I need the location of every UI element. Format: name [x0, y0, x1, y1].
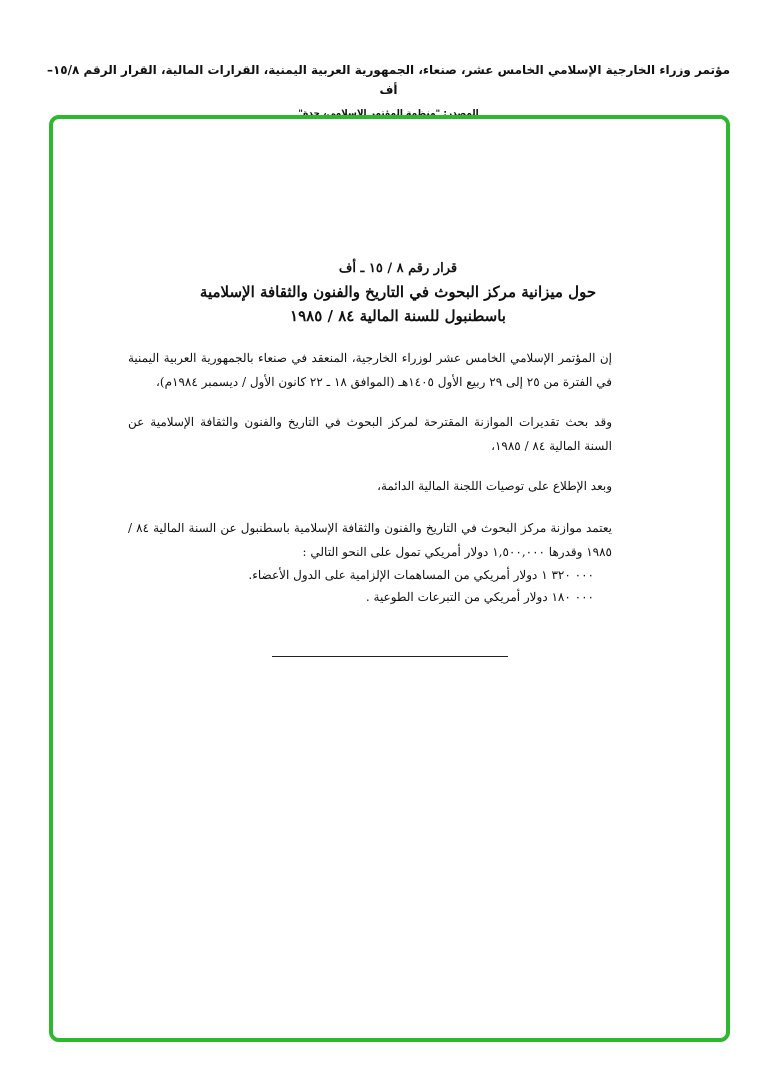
recommendation-paragraph: وبعد الإطلاع على توصيات اللجنة المالية الدائمة،	[377, 479, 612, 493]
decision-paragraph: يعتمد موازنة مركز البحوث في التاريخ والفنون والثقافة الإسلامية باسطنبول عن السنة المالية ٨٤ / ١٩٨٥ وقدرها ١,٥٠٠,٠٠٠ دولار أمريكي تمول على النحو التالي :	[128, 521, 612, 559]
funding-item-voluntary: ٠٠٠ ١٨٠ دولار أمريكي من التبرعات الطوعية .	[365, 590, 594, 604]
resolution-title-block	[188, 258, 608, 328]
end-divider	[272, 656, 508, 657]
source-attribution: المصدر: "منظمة المؤتمر الإسلامي، جدة"	[298, 109, 479, 119]
resolution-number: قرار رقم ٨ / ١٥ ـ أف	[338, 261, 458, 276]
resolution-document	[128, 258, 612, 608]
resolution-subject: حول ميزانية مركز البحوث في التاريخ والفنون والثقافة الإسلامية	[199, 283, 597, 301]
source-title: مؤتمر وزراء الخارجية الإسلامي الخامس عشر، صنعاء، الجمهورية العربية اليمنية، القرارات المالية، القرار الرقم ١٥/٨– أف	[46, 63, 731, 97]
page-header	[40, 60, 737, 122]
funding-item-mandatory: ٠٠٠ ٣٢٠ ١ دولار أمريكي من المساهمات الإلزامية على الدول الأعضاء.	[248, 568, 594, 582]
preamble-paragraph: إن المؤتمر الإسلامي الخامس عشر لوزراء الخارجية، المنعقد في صنعاء بالجمهورية العربية اليمنية في الفترة من ٢٥ إلى ٢٩ ربيع الأول ١٤٠٥هـ (الموافق ١٨ ـ ٢٢ كانون الأول / ديسمبر ١٩٨٤م)،	[128, 351, 612, 389]
resolution-fiscal-year: باسطنبول للسنة المالية ٨٤ / ١٩٨٥	[290, 307, 506, 325]
consideration-paragraph: وقد بحث تقديرات الموازنة المقترحة لمركز البحوث في التاريخ والفنون والثقافة الإسلامية عن السنة المالية ٨٤ / ١٩٨٥،	[128, 415, 612, 453]
